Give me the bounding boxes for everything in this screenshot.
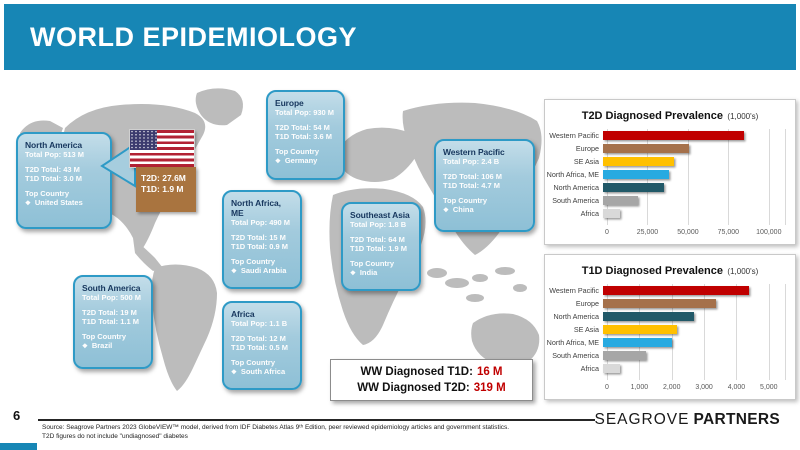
region-total-pop: Total Pop: 2.4 B <box>443 157 500 166</box>
region-t2d-total: T2D Total: 64 M <box>350 235 405 244</box>
ww-t2d-value: 319 M <box>473 382 506 394</box>
top-country-label: Top Country <box>275 147 320 156</box>
bar-track <box>603 338 785 347</box>
chart-category-label: North America <box>553 183 599 192</box>
top-country-label: Top Country <box>231 358 276 367</box>
region-callout-north-america <box>16 132 112 229</box>
usa-t2d-value: T2D: 27.6M <box>141 173 186 183</box>
chart-category-label: Africa <box>580 364 599 373</box>
bar-track <box>603 209 785 218</box>
page-number: 6 <box>13 408 21 423</box>
region-t1d-total: T1D Total: 3.6 M <box>275 132 332 141</box>
x-tick-label: 4,000 <box>727 384 746 391</box>
diamond-bullet-icon: ❖ <box>231 369 237 376</box>
chart-bars <box>545 129 795 220</box>
diamond-bullet-icon: ❖ <box>275 158 281 165</box>
usa-t1d-value: T1D: 1.9 M <box>141 184 184 194</box>
chart-category-label: Africa <box>580 209 599 218</box>
bar-se-asia <box>603 157 674 166</box>
region-t1d-total: T1D Total: 0.9 M <box>231 242 288 251</box>
diamond-bullet-icon: ❖ <box>231 268 237 275</box>
bar-western-pacific <box>603 286 749 295</box>
logo-text-partners: PARTNERS <box>693 411 780 428</box>
chart-title: T1D Diagnosed Prevalence <box>581 265 723 277</box>
header-banner <box>4 4 796 70</box>
chart-category-label: Europe <box>575 144 599 153</box>
region-t2d-total: T2D Total: 43 M <box>25 165 80 174</box>
ww-t1d-label: WW Diagnosed T1D: <box>360 366 473 378</box>
region-total-pop: Total Pop: 1.8 B <box>350 220 407 229</box>
region-total-pop: Total Pop: 500 M <box>82 293 142 302</box>
page-title: WORLD EPIDEMIOLOGY <box>30 22 358 52</box>
region-total-pop: Total Pop: 930 M <box>275 108 335 117</box>
chart-category-label: SE Asia <box>573 325 599 334</box>
top-country-label: Top Country <box>350 259 395 268</box>
region-t2d-total: T2D Total: 106 M <box>443 172 503 181</box>
chart-category-label: North Africa, ME <box>546 338 599 347</box>
bar-europe <box>603 144 689 153</box>
region-name: Western Pacific <box>443 147 505 157</box>
x-tick-label: 1,000 <box>630 384 649 391</box>
region-t2d-total: T2D Total: 15 M <box>231 233 286 242</box>
region-t2d-total: T2D Total: 54 M <box>275 123 330 132</box>
x-tick-label: 5,000 <box>760 384 778 391</box>
bar-track <box>603 351 785 360</box>
chart-x-axis <box>607 383 785 395</box>
region-callout-south-america <box>73 275 153 369</box>
top-country-value: Brazil <box>91 341 113 350</box>
usa-diagnosed-box <box>136 167 196 212</box>
chart-category-label: Western Pacific <box>549 131 599 140</box>
bar-north-africa-me <box>603 170 669 179</box>
bar-africa <box>603 364 620 373</box>
region-t2d-total: T2D Total: 12 M <box>231 334 286 343</box>
region-callout-europe <box>266 90 345 180</box>
bar-europe <box>603 299 716 308</box>
bar-track <box>603 325 785 334</box>
x-tick-label: 50,000 <box>677 229 699 236</box>
bar-track <box>603 131 785 140</box>
bar-track <box>603 157 785 166</box>
region-t1d-total: T1D Total: 4.7 M <box>443 181 500 190</box>
bar-row <box>545 297 795 310</box>
diamond-bullet-icon: ❖ <box>25 200 31 207</box>
bar-row <box>545 129 795 142</box>
footer-source <box>42 424 602 441</box>
bar-se-asia <box>603 325 677 334</box>
region-t1d-total: T1D Total: 3.0 M <box>25 174 82 183</box>
region-t1d-total: T1D Total: 0.5 M <box>231 343 288 352</box>
diamond-bullet-icon: ❖ <box>350 270 356 277</box>
bar-south-america <box>603 351 646 360</box>
region-name: South America <box>82 283 141 293</box>
x-tick-label: 3,000 <box>695 384 713 391</box>
top-country-value: India <box>359 268 378 277</box>
x-tick-label: 25,000 <box>636 229 659 236</box>
top-country-label: Top Country <box>25 189 70 198</box>
chart-category-label: Europe <box>575 299 599 308</box>
ww-diagnosed-box <box>330 359 533 401</box>
bar-track <box>603 170 785 179</box>
bar-north-africa-me <box>603 338 672 347</box>
flag-canton <box>130 130 157 150</box>
bar-row <box>545 349 795 362</box>
top-country-value: United States <box>34 198 83 207</box>
region-t2d-total: T2D Total: 19 M <box>82 308 137 317</box>
bar-africa <box>603 209 620 218</box>
chart-x-axis <box>607 228 785 240</box>
bar-row <box>545 207 795 220</box>
top-country-value: South Africa <box>240 367 286 376</box>
region-total-pop: Total Pop: 490 M <box>231 218 291 227</box>
region-total-pop: Total Pop: 1.1 B <box>231 319 288 328</box>
bar-row <box>545 310 795 323</box>
corner-accent-strip <box>0 443 37 450</box>
chart-category-label: Western Pacific <box>549 286 599 295</box>
region-callout-western-pacific <box>434 139 535 232</box>
region-t1d-total: T1D Total: 1.9 M <box>350 244 407 253</box>
x-tick-label: 0 <box>605 384 609 391</box>
region-name: Europe <box>275 98 304 108</box>
chart-category-label: SE Asia <box>573 157 599 166</box>
x-tick-label: 0 <box>605 229 609 236</box>
bar-row <box>545 181 795 194</box>
bar-row <box>545 323 795 336</box>
top-country-label: Top Country <box>443 196 488 205</box>
bar-track <box>603 312 785 321</box>
region-total-pop: Total Pop: 513 M <box>25 150 85 159</box>
ww-t1d-value: 16 M <box>476 366 503 378</box>
bar-row <box>545 336 795 349</box>
top-country-label: Top Country <box>231 257 276 266</box>
bar-track <box>603 196 785 205</box>
region-callout-southeast-asia <box>341 202 421 291</box>
usa-flag-icon <box>130 130 194 167</box>
x-tick-label: 100,000 <box>756 229 782 236</box>
x-tick-label: 2,000 <box>662 384 681 391</box>
x-tick-label: 75,000 <box>717 229 740 236</box>
bar-row <box>545 142 795 155</box>
chart-category-label: South America <box>552 351 599 360</box>
bar-row <box>545 155 795 168</box>
region-name: Africa <box>231 309 255 319</box>
chart-title-units: (1,000's) <box>727 267 759 276</box>
chart-title-units: (1,000's) <box>727 112 759 121</box>
region-name: North America <box>25 140 82 150</box>
footer-divider <box>38 419 595 421</box>
chart-category-label: North Africa, ME <box>546 170 599 179</box>
bar-track <box>603 364 785 373</box>
bar-track <box>603 286 785 295</box>
chart-title: T2D Diagnosed Prevalence <box>581 110 723 122</box>
t2d-prevalence-chart <box>544 99 796 245</box>
bar-north-america <box>603 183 664 192</box>
region-callout-africa <box>222 301 302 390</box>
chart-category-label: North America <box>553 312 599 321</box>
diamond-bullet-icon: ❖ <box>443 207 449 214</box>
region-t1d-total: T1D Total: 1.1 M <box>82 317 139 326</box>
bar-row <box>545 194 795 207</box>
top-country-value: China <box>452 205 474 214</box>
bar-track <box>603 183 785 192</box>
chart-bars <box>545 284 795 375</box>
ww-t2d-label: WW Diagnosed T2D: <box>357 382 470 394</box>
bar-western-pacific <box>603 131 744 140</box>
bar-track <box>603 299 785 308</box>
bar-south-america <box>603 196 638 205</box>
chart-category-label: South America <box>552 196 599 205</box>
region-name: North Africa, ME <box>231 198 281 218</box>
bar-row <box>545 284 795 297</box>
bar-row <box>545 362 795 375</box>
top-country-label: Top Country <box>82 332 127 341</box>
bar-row <box>545 168 795 181</box>
logo-text-seagrove: SEAGROVE <box>594 411 690 428</box>
footer-source-line2: T2D figures do not include "undiagnosed" diabetes <box>42 432 188 440</box>
bar-track <box>603 144 785 153</box>
bar-north-america <box>603 312 694 321</box>
top-country-value: Saudi Arabia <box>240 266 287 275</box>
company-logo <box>594 411 780 429</box>
region-callout-north-africa-me <box>222 190 302 289</box>
region-name: Southeast Asia <box>350 210 410 220</box>
diamond-bullet-icon: ❖ <box>82 343 88 350</box>
footer-source-line1: Source: Seagrove Partners 2023 GlobeVIEW™ model, derived from IDF Diabetes Atlas 9ᵗʰ Edition, peer reviewed epidemiology articles and government statistics. <box>42 424 510 431</box>
t1d-prevalence-chart <box>544 254 796 400</box>
top-country-value: Germany <box>284 156 318 165</box>
